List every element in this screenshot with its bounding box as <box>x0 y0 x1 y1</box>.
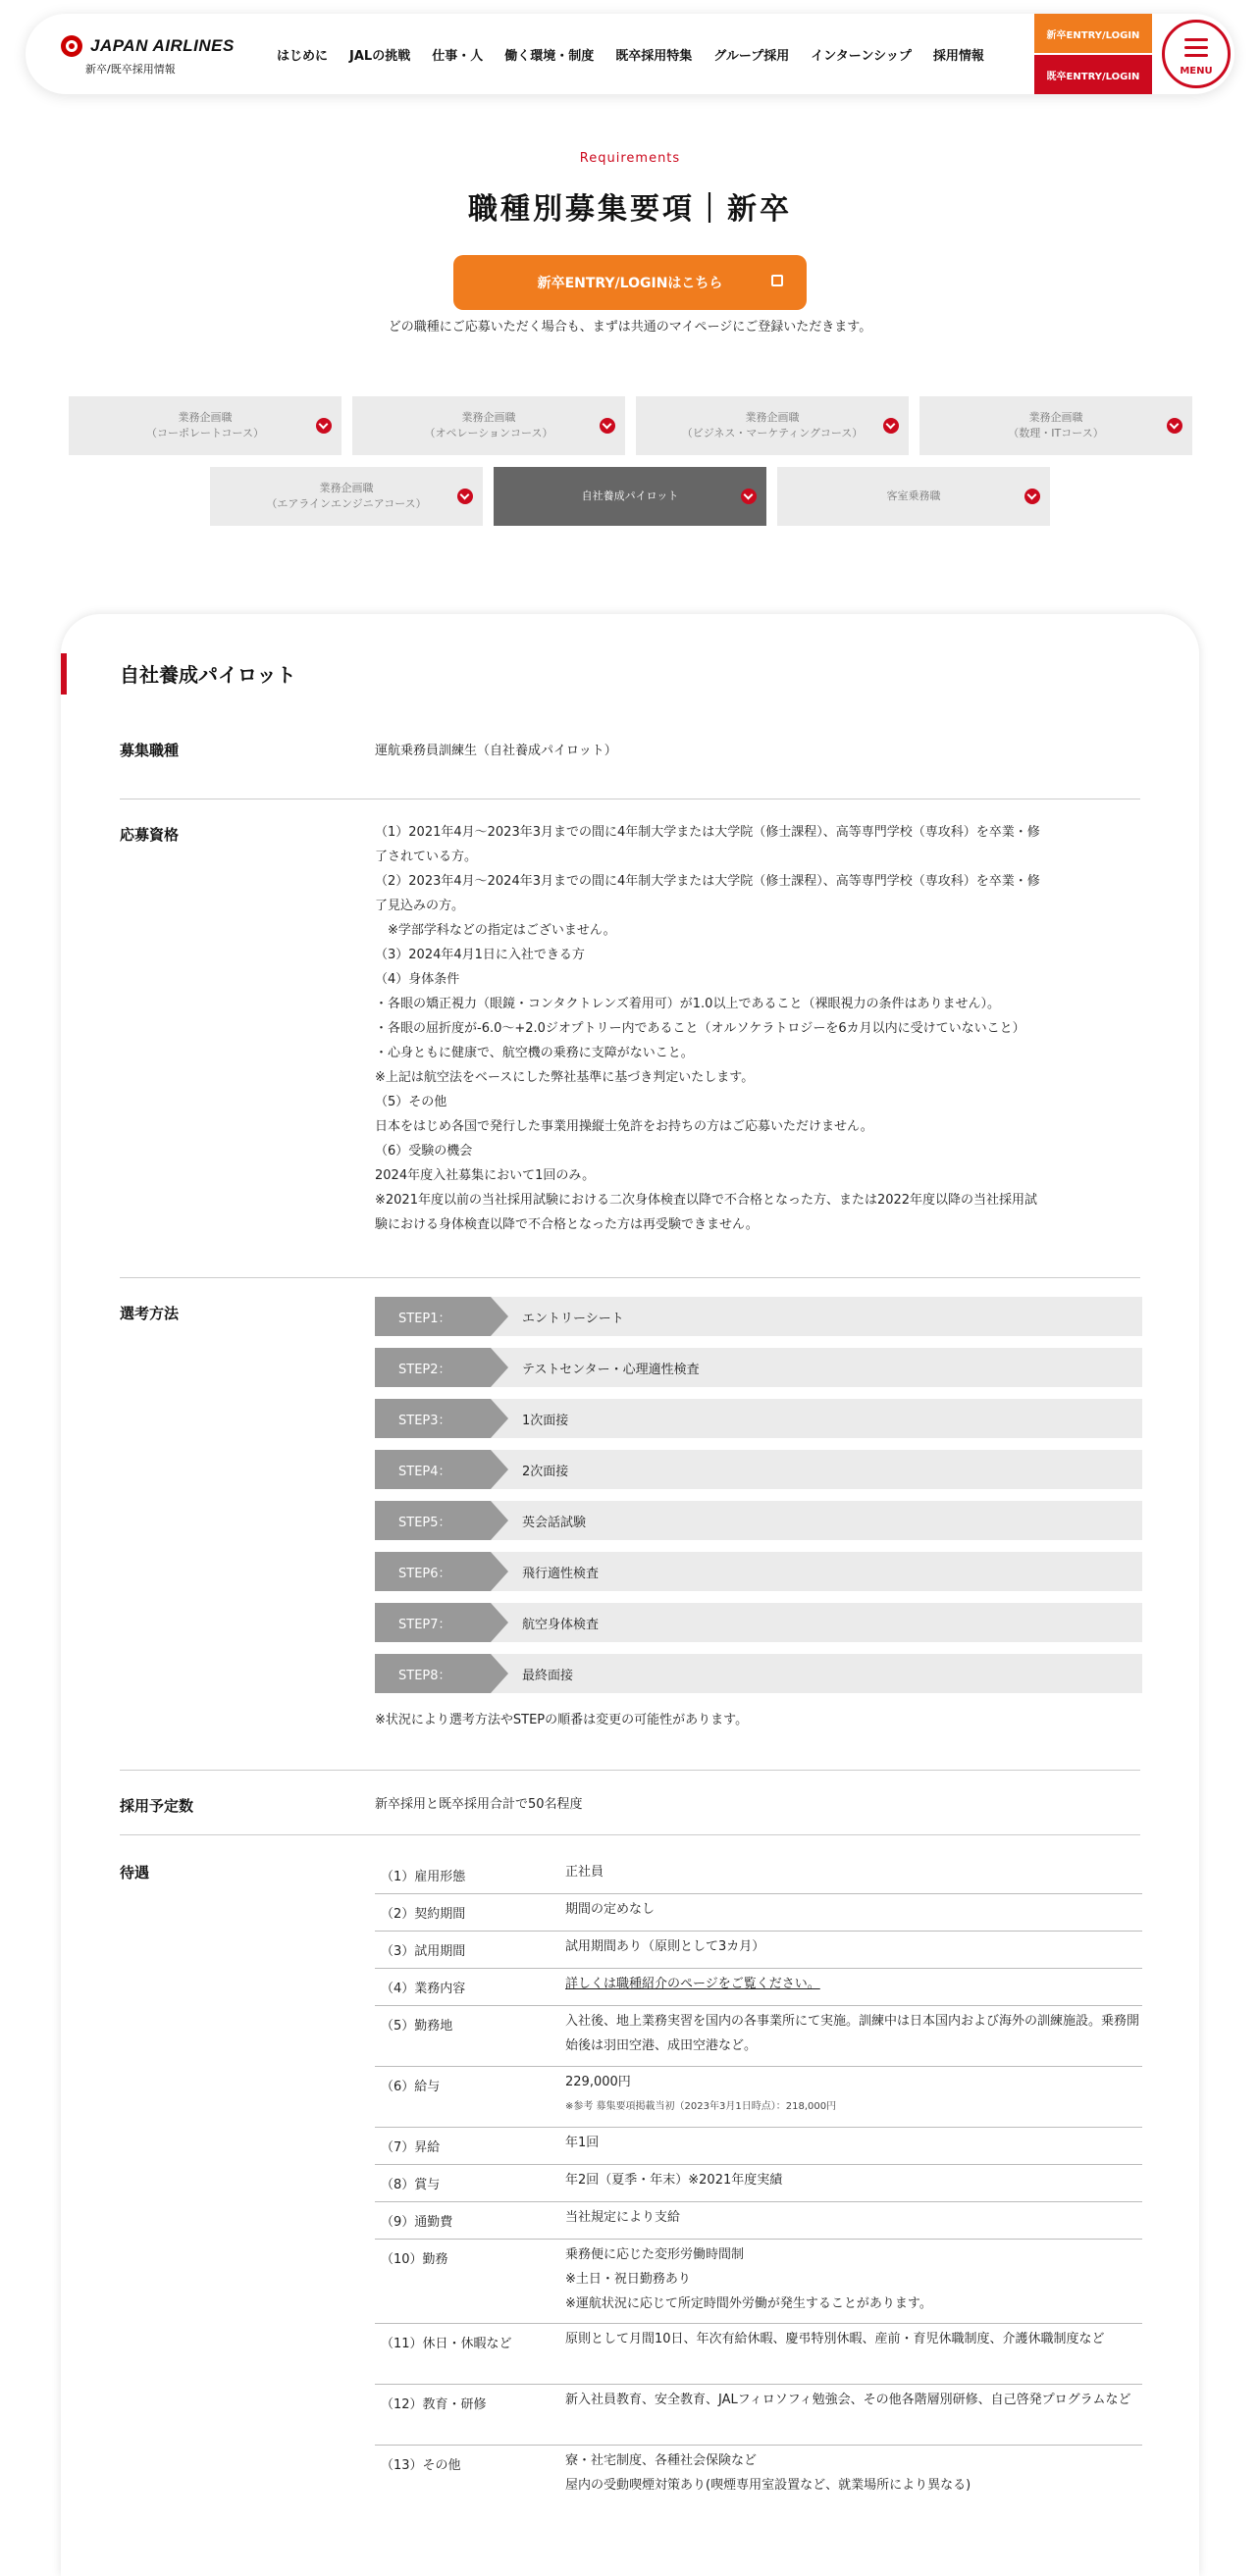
card-title: 自社養成パイロット <box>120 663 296 687</box>
qualification-line: （1）2021年4月〜2023年3月までの間に4年制大学または大学院（修士課程）、高等専門学校（専攻科）を卒業・修 <box>375 825 1040 840</box>
treatment-divider <box>375 2005 1142 2006</box>
step-number: STEP4： <box>375 1450 491 1489</box>
step-text: 英会話試験 <box>522 1515 587 1530</box>
qualification-line: 日本をはじめ各国で発行した事業用操縦士免許をお持ちの方はご応募いただけません。 <box>375 1119 873 1134</box>
tab-corporate-course[interactable] <box>69 396 341 455</box>
hamburger-icon <box>1184 38 1208 41</box>
treatment-label: （2）契約期間 <box>381 1907 466 1922</box>
selection-step <box>375 1348 1142 1387</box>
treatment-value <box>565 2448 1140 2498</box>
treatment-value-line: ※土日・祝日勤務あり <box>565 2272 691 2287</box>
logo-text: JAPAN AIRLINES <box>90 36 235 55</box>
nav-item-environment[interactable]: 働く環境・制度 <box>504 48 595 64</box>
nav-item-experienced[interactable]: 既卒採用特集 <box>615 48 693 64</box>
nav-item-group[interactable]: グループ採用 <box>713 48 790 64</box>
qualification-line: 2024年度入社募集において1回のみ。 <box>375 1168 596 1183</box>
selection-step <box>375 1399 1142 1438</box>
page-title: 職種別募集要項｜新卒 <box>468 192 792 227</box>
treatment-divider <box>375 2066 1142 2067</box>
row-label-treatment: 待遇 <box>120 1864 150 1881</box>
menu-label: MENU <box>1180 66 1213 77</box>
treatment-value: 正社員 <box>565 1865 604 1880</box>
new-grad-entry-cta[interactable] <box>453 255 807 310</box>
step-text: 航空身体検査 <box>522 1617 600 1632</box>
tsurumaru-logo-icon <box>61 35 82 57</box>
step-text: テストセンター・心理適性検査 <box>522 1362 700 1377</box>
treatment-label: （1）雇用形態 <box>381 1870 466 1884</box>
nav-item-challenge[interactable]: JALの挑戦 <box>349 48 411 64</box>
qualification-text <box>375 820 1142 1237</box>
experienced-entry-button[interactable]: 既卒ENTRY/LOGIN <box>1034 55 1152 94</box>
treatment-divider <box>375 2384 1142 2385</box>
jal-logo[interactable] <box>61 35 257 77</box>
cta-note: どの職種にご応募いただく場合も、まずは共通のマイページにご登録いただきます。 <box>388 320 872 335</box>
treatment-label: （5）勤務地 <box>381 2019 453 2034</box>
chevron-down-icon <box>316 418 332 434</box>
treatment-divider <box>375 2127 1142 2128</box>
treatment-value: 新入社員教育、安全教育、JALフィロソフィ勉強会、その他各階層別研修、自己啓発プログラムなど <box>565 2393 1131 2407</box>
row-divider <box>120 1277 1140 1278</box>
salary-note: ※参考 募集要項掲載当初（2023年3月1日時点）：218,000円 <box>565 2101 837 2112</box>
qualification-line: （4）身体条件 <box>375 972 460 987</box>
qualification-line: （5）その他 <box>375 1095 447 1109</box>
external-link-icon <box>771 275 783 286</box>
treatment-value <box>565 2070 1140 2119</box>
treatment-label: （3）試用期間 <box>381 1944 466 1959</box>
treatment-value: 期間の定めなし <box>565 1902 656 1917</box>
selection-step <box>375 1654 1142 1693</box>
treatment-value <box>565 2242 1140 2316</box>
treatment-divider <box>375 1931 1142 1932</box>
treatment-divider <box>375 1968 1142 1969</box>
selection-step <box>375 1603 1142 1642</box>
treatment-divider <box>375 2323 1142 2324</box>
step-text: 最終面接 <box>522 1668 574 1683</box>
row-label-qualification: 応募資格 <box>120 826 180 844</box>
qualification-line: 験における身体検査以降で不合格となった方は再受験できません。 <box>375 1217 759 1232</box>
hamburger-icon <box>1184 54 1208 57</box>
treatment-value-line: 屋内の受動喫煙対策あり(喫煙専用室設置など、就業場所により異なる) <box>565 2478 971 2493</box>
row-label-position: 募集職種 <box>120 742 180 759</box>
treatment-label: （11）休日・休暇など <box>381 2337 512 2351</box>
salary-value: 229,000円 <box>565 2075 631 2089</box>
qualification-line: （6）受験の機会 <box>375 1144 473 1159</box>
treatment-value: 試用期間あり（原則として3カ月） <box>565 1939 765 1954</box>
logo-subtitle: 新卒/既卒採用情報 <box>85 63 176 76</box>
chevron-down-icon <box>600 418 615 434</box>
nav-item-intro[interactable]: はじめに <box>277 48 329 64</box>
row-label-selection: 選考方法 <box>120 1305 180 1322</box>
treatment-divider <box>375 2201 1142 2202</box>
job-intro-link[interactable]: 詳しくは職種紹介のページをご覧ください。 <box>565 1977 820 1991</box>
tab-label-line1: 業務企画職 <box>319 481 374 494</box>
treatment-value-line: 寮・社宅制度、各種社会保険など <box>565 2453 758 2468</box>
qualification-line: ※上記は航空法をベースにした弊社基準に基づき判定いたします。 <box>375 1070 755 1085</box>
selection-step <box>375 1297 1142 1336</box>
tab-label-line1: 業務企画職 <box>745 410 800 424</box>
step-text: エントリーシート <box>522 1311 624 1326</box>
step-number: STEP2： <box>375 1348 491 1387</box>
step-text: 1次面接 <box>522 1413 569 1428</box>
entry-buttons <box>1034 14 1152 94</box>
qualification-line: （3）2024年4月1日に入社できる方 <box>375 948 585 962</box>
tab-label-line2: （コーポレートコース） <box>145 427 264 439</box>
requirements-card <box>61 614 1199 2576</box>
treatment-divider <box>375 1893 1142 1894</box>
new-grad-entry-button[interactable]: 新卒ENTRY/LOGIN <box>1034 14 1152 53</box>
hamburger-icon <box>1184 46 1208 49</box>
treatment-label: （8）賞与 <box>381 2178 441 2192</box>
tab-label-line2: （数理・ITコース） <box>1008 427 1104 439</box>
step-number: STEP5： <box>375 1501 491 1540</box>
tab-pilot[interactable] <box>494 467 766 526</box>
row-divider <box>120 1834 1140 1835</box>
qualification-line: ・各眼の屈折度が-6.0〜+2.0ジオプトリー内であること（オルソケラトロジーを6カ月以内に受けていないこと） <box>375 1021 1025 1036</box>
step-text: 2次面接 <box>522 1464 569 1479</box>
step-number: STEP6： <box>375 1552 491 1591</box>
nav-item-work-people[interactable]: 仕事・人 <box>432 48 484 64</box>
tab-label-line1: 業務企画職 <box>1028 410 1083 424</box>
treatment-label: （9）通勤費 <box>381 2215 453 2230</box>
qualification-line: ※学部学科などの指定はございません。 <box>375 923 616 938</box>
treatment-label: （10）勤務 <box>381 2252 448 2267</box>
qualification-line: （2）2023年4月〜2024年3月までの間に4年制大学または大学院（修士課程）、高等専門学校（専攻科）を卒業・修 <box>375 874 1040 889</box>
nav-item-recruit-info[interactable]: 採用情報 <box>932 48 984 64</box>
tab-label-line1: 自社養成パイロット <box>581 489 679 502</box>
treatment-value: 入社後、地上業務実習を国内の各事業所にて実施。訓練中は日本国内および海外の訓練施設。乗務開始後は羽田空港、成田空港など。 <box>565 2014 1140 2053</box>
treatment-value: 年2回（夏季・年末）※2021年度実績 <box>565 2173 783 2188</box>
tab-label-line1: 業務企画職 <box>461 410 516 424</box>
site-header <box>26 14 1234 94</box>
step-number: STEP7： <box>375 1603 491 1642</box>
treatment-label: （6）給与 <box>381 2080 441 2094</box>
chevron-down-icon <box>1167 418 1182 434</box>
chevron-down-icon <box>741 489 757 504</box>
step-number: STEP1： <box>375 1297 491 1336</box>
cta-label: 新卒ENTRY/LOGINはこちら <box>537 276 723 291</box>
treatment-divider <box>375 2239 1142 2240</box>
treatment-label: （7）昇給 <box>381 2140 441 2155</box>
card-accent-bar <box>61 653 67 695</box>
qualification-line: ※2021年度以前の当社採用試験における二次身体検査以降で不合格となった方、または2022年度以降の当社採用試 <box>375 1193 1038 1208</box>
chevron-down-icon <box>457 489 473 504</box>
treatment-value: 原則として月間10日、年次有給休暇、慶弔特別休暇、産前・育児休職制度、介護休職制度など <box>565 2332 1105 2346</box>
treatment-divider <box>375 2445 1142 2446</box>
nav-item-internship[interactable]: インターンシップ <box>811 48 912 64</box>
step-number: STEP8： <box>375 1654 491 1693</box>
tab-cabin-attendant[interactable] <box>777 467 1050 526</box>
tab-operation-course[interactable] <box>352 396 625 455</box>
row-value-hires: 新卒採用と既卒採用合計で50名程度 <box>375 1797 583 1812</box>
treatment-divider <box>375 2164 1142 2165</box>
row-value-position: 運航乗務員訓練生（自社養成パイロット） <box>375 744 617 758</box>
tab-business-marketing-course[interactable] <box>636 396 909 455</box>
selection-step <box>375 1450 1142 1489</box>
treatment-value-line: ※運航状況に応じて所定時間外労働が発生することがあります。 <box>565 2296 932 2311</box>
step-text: 飛行適性検査 <box>522 1566 600 1581</box>
selection-note: ※状況により選考方法やSTEPの順番は変更の可能性があります。 <box>375 1713 749 1727</box>
section-eyebrow: Requirements <box>579 151 681 166</box>
qualification-line: ・心身ともに健康で、航空機の乗務に支障がないこと。 <box>375 1046 694 1060</box>
tab-airline-engineer-course[interactable] <box>210 467 483 526</box>
tab-label-line2: （エアラインエンジニアコース） <box>266 497 427 510</box>
tab-label-line1: 業務企画職 <box>178 410 233 424</box>
tab-math-it-course[interactable] <box>919 396 1192 455</box>
tab-label-line1: 客室乗務職 <box>886 489 941 502</box>
global-nav <box>277 14 1006 94</box>
treatment-value: 年1回 <box>565 2136 600 2150</box>
treatment-label: （12）教育・研修 <box>381 2397 487 2412</box>
treatment-label: （13）その他 <box>381 2458 461 2473</box>
step-number: STEP3： <box>375 1399 491 1438</box>
qualification-line: 了見込みの方。 <box>375 899 465 913</box>
chevron-down-icon <box>883 418 899 434</box>
tab-label-line2: （ビジネス・マーケティングコース） <box>681 427 864 439</box>
treatment-value: 当社規定により支給 <box>565 2210 681 2225</box>
qualification-line: 了されている方。 <box>375 850 478 864</box>
chevron-down-icon <box>1024 489 1040 504</box>
qualification-line: ・各眼の矯正視力（眼鏡・コンタクトレンズ着用可）が1.0以上であること（裸眼視力の条件はありません）。 <box>375 997 1000 1011</box>
treatment-label: （4）業務内容 <box>381 1982 466 1996</box>
tab-label-line2: （オペレーションコース） <box>424 427 553 439</box>
selection-step <box>375 1552 1142 1591</box>
treatment-value-line: 乗務便に応じた変形労働時間制 <box>565 2247 745 2262</box>
row-divider <box>120 1770 1140 1771</box>
menu-button[interactable] <box>1162 20 1231 88</box>
row-label-hires: 採用予定数 <box>120 1797 194 1815</box>
selection-step <box>375 1501 1142 1540</box>
